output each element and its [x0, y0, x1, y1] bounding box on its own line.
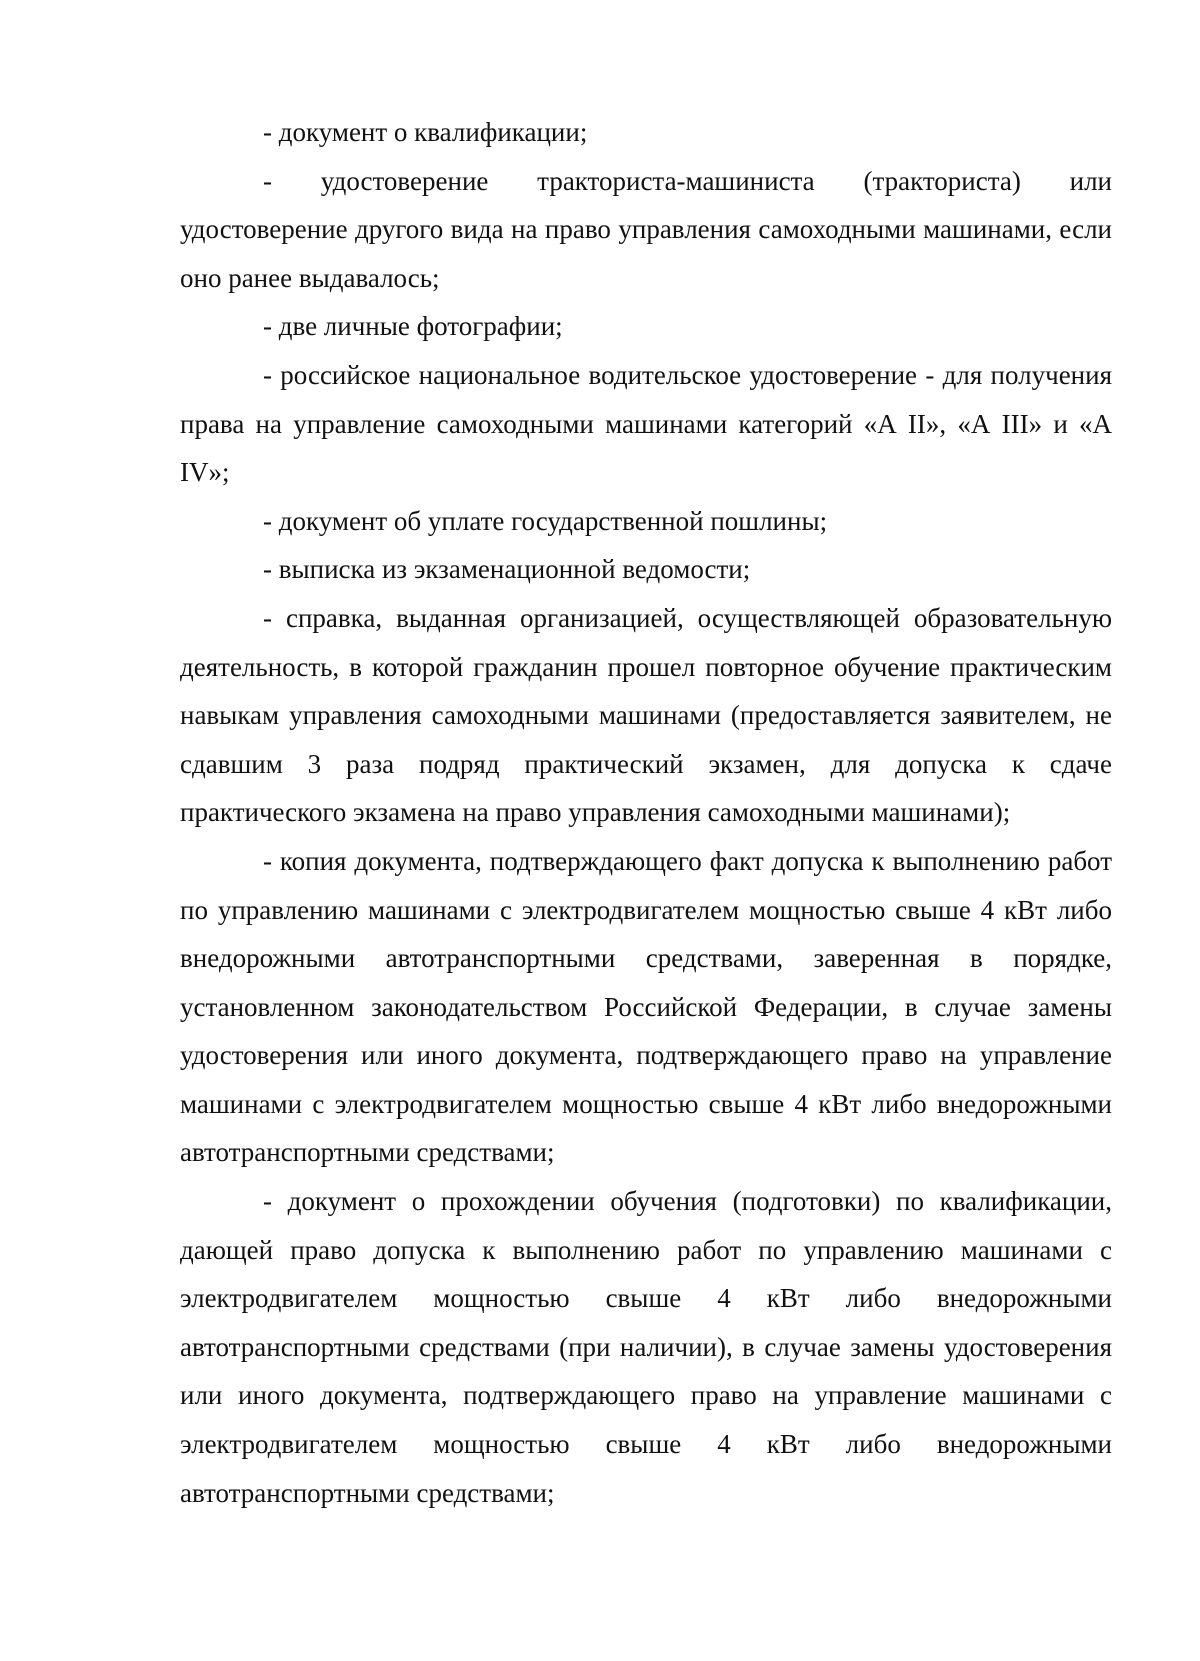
paragraph-retraining-certificate: - справка, выданная организацией, осуществляющей образовательную деятельность, в которой гражданин прошел повторное обучение практическим навыкам управления самоходными машинами (предоставляется заявителем, не сдавшим 3 раза подряд практический экзамен, для допуска к сдаче практического экзамена на право управления самоходными машинами);: [180, 602, 1112, 828]
paragraph-training-completion-document: - документ о прохождении обучения (подготовки) по квалификации, дающей право допуска к выполнению работ по управлению машинами с электродвигателем мощностью свыше 4 кВт либо внедорожными автотранспортными средствами (при наличии), в случае замены удостоверения или иного документа, подтверждающего право на управление машинами с электродвигателем мощностью свыше 4 кВт либо внедорожными автотранспортными средствами;: [180, 1186, 1112, 1508]
paragraph-tractor-driver-license: - удостоверение тракториста-машиниста (тракториста) или удостоверение другого вида на право управления самоходными машинами, если оно ранее выдавалось;: [180, 165, 1112, 293]
paragraph-national-driver-license: - российское национальное водительское удостоверение - для получения права на управление самоходными машинами категорий «А II», «А III» и «А IV»;: [180, 359, 1112, 488]
paragraph-exam-record-extract: - выписка из экзаменационной ведомости;: [263, 554, 751, 585]
paragraph-state-fee-receipt: - документ об уплате государственной пошлины;: [263, 505, 828, 536]
document-body: [180, 108, 1112, 1517]
paragraph-photographs: - две личные фотографии;: [263, 311, 563, 342]
paragraph-admission-document-copy: - копия документа, подтверждающего факт допуска к выполнению работ по управлению машинами с электродвигателем мощностью свыше 4 кВт либо внедорожными автотранспортными средствами, заверенная в порядке, установленном законодательством Российской Федерации, в случае замены удостоверения или иного документа, подтверждающего право на управление машинами с электродвигателем мощностью свыше 4 кВт либо внедорожными автотранспортными средствами;: [180, 845, 1112, 1168]
paragraph-qualification-document: - документ о квалификации;: [263, 117, 588, 147]
